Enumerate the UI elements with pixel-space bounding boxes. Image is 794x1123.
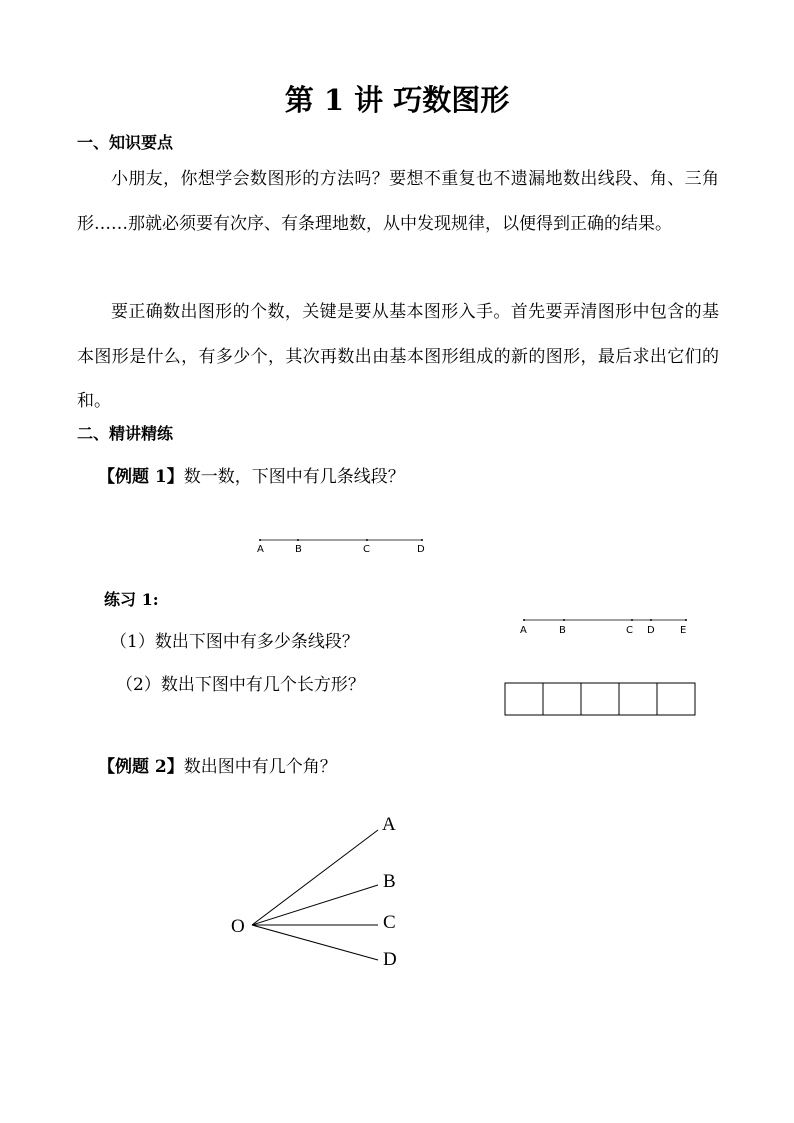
point-label: D	[647, 625, 655, 636]
method-paragraph: 要正确数出图形的个数，关键是要从基本图形入手。首先要弄清图形中包含的基本图形是什么，有多少个，其次再数出由基本图形组成的新的图形，最后求出它们的和。	[77, 302, 719, 411]
section-heading-practice: 二、精讲精练	[77, 424, 174, 443]
point-label: B	[295, 544, 302, 555]
point-label: E	[680, 625, 687, 636]
ray-a	[252, 830, 378, 925]
point-label: B	[559, 625, 566, 636]
ray-label: A	[382, 814, 396, 835]
ray-d	[252, 925, 378, 960]
vertex-label: O	[231, 916, 245, 937]
intro-paragraph: 小朋友，你想学会数图形的方法吗？要想不重复也不遗漏地数出线段、角、三角形……那就必须要有次序、有条理地数，从中发现规律，以便得到正确的结果。	[77, 169, 719, 234]
point-label: A	[257, 544, 264, 555]
point-label: C	[626, 625, 633, 636]
ray-label: B	[383, 871, 396, 892]
example-1-tag: 【例题 1】	[98, 467, 184, 487]
practice-1-question-1: （1）数出下图中有多少条线段？	[110, 632, 359, 652]
example-1-question: 数一数，下图中有几条线段？	[183, 467, 405, 487]
point-label: D	[417, 544, 425, 555]
practice-1-question-2: （2）数出下图中有几个长方形？	[116, 675, 365, 695]
section-heading-knowledge: 一、知识要点	[77, 133, 174, 152]
practice-1-heading: 练习 1:	[104, 590, 159, 609]
point-label: C	[363, 544, 370, 555]
example-2-question: 数出图中有几个角？	[183, 757, 337, 777]
ray-label: C	[383, 912, 396, 933]
ray-label: D	[383, 949, 397, 970]
point-label: A	[520, 625, 527, 636]
page-title: 第 1 讲 巧数图形	[284, 83, 510, 117]
example-2-tag: 【例题 2】	[98, 757, 184, 777]
ray-b	[252, 885, 378, 925]
